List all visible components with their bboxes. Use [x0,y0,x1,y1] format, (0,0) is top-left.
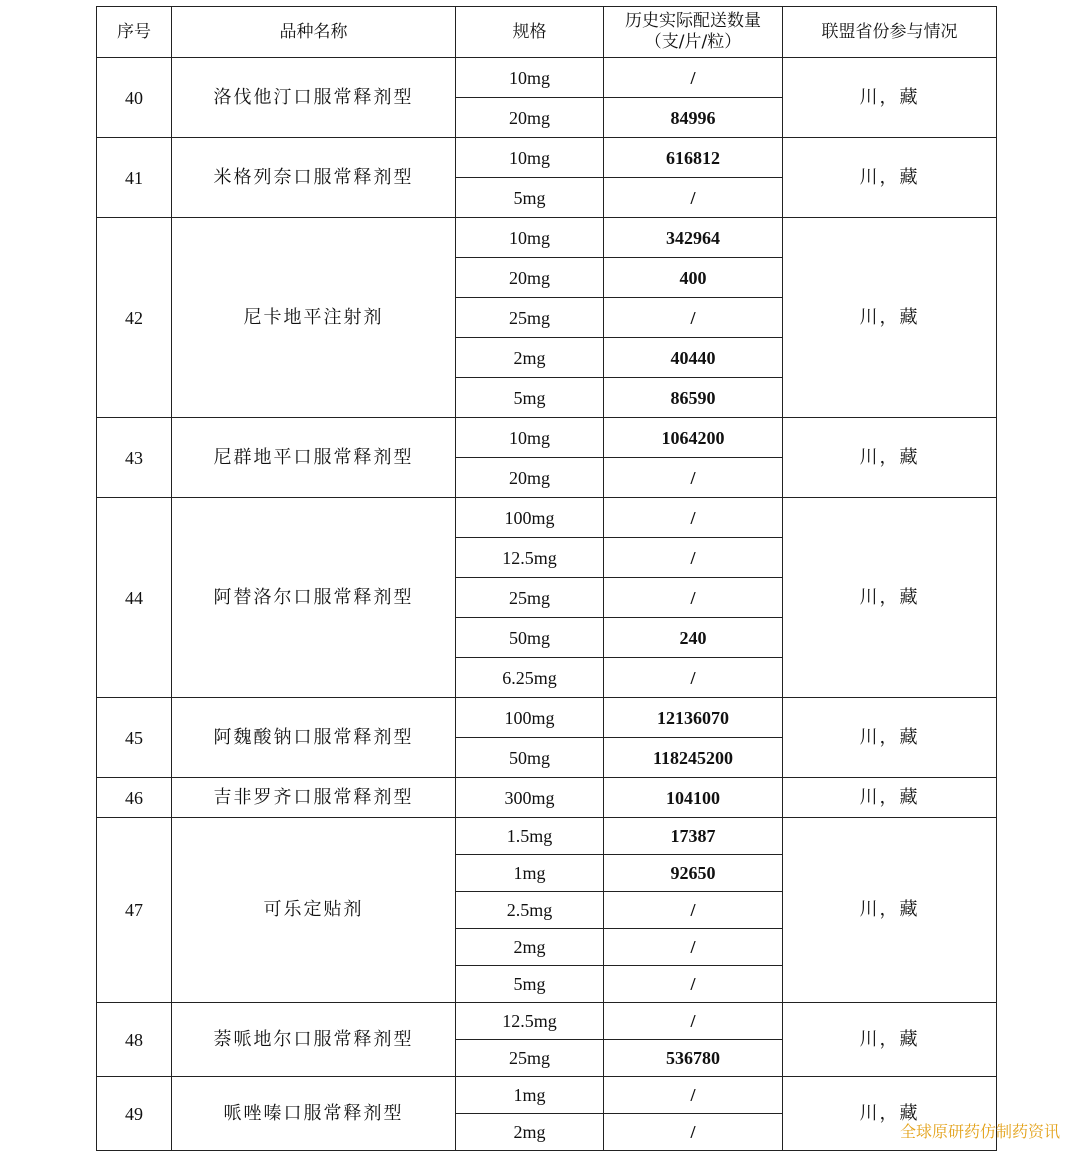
spec-cell: 10mg [456,218,604,258]
qty-cell: / [604,1114,783,1151]
qty-cell: 92650 [604,855,783,892]
spec-cell: 25mg [456,578,604,618]
row-index: 49 [97,1077,172,1151]
qty-cell: / [604,498,783,538]
spec-cell: 2.5mg [456,892,604,929]
spec-cell: 100mg [456,498,604,538]
drug-name: 洛伐他汀口服常释剂型 [172,58,456,138]
row-index: 40 [97,58,172,138]
spec-cell: 100mg [456,698,604,738]
row-index: 48 [97,1003,172,1077]
spec-cell: 20mg [456,98,604,138]
spec-cell: 10mg [456,138,604,178]
row-index: 42 [97,218,172,418]
row-index: 47 [97,818,172,1003]
table-row [97,218,997,258]
drug-name: 可乐定贴剂 [172,818,456,1003]
spec-cell: 12.5mg [456,1003,604,1040]
spec-cell: 6.25mg [456,658,604,698]
qty-cell: / [604,892,783,929]
header-provinces: 联盟省份参与情况 [783,7,997,58]
spec-cell: 25mg [456,298,604,338]
drug-name: 萘哌地尔口服常释剂型 [172,1003,456,1077]
header-spec: 规格 [456,7,604,58]
provinces-cell: 川，藏 [783,58,997,138]
qty-cell: / [604,1003,783,1040]
table-row [97,138,997,178]
header-qty-line1: 历史实际配送数量 [625,11,761,31]
spec-cell: 5mg [456,966,604,1003]
spec-cell: 10mg [456,418,604,458]
row-index: 41 [97,138,172,218]
spec-cell: 10mg [456,58,604,98]
spec-cell: 1.5mg [456,818,604,855]
qty-cell: 17387 [604,818,783,855]
provinces-cell: 川，藏 [783,778,997,818]
header-qty [604,7,783,58]
qty-cell: 400 [604,258,783,298]
spec-cell: 2mg [456,1114,604,1151]
qty-cell: / [604,58,783,98]
drug-name: 尼群地平口服常释剂型 [172,418,456,498]
qty-cell: 1064200 [604,418,783,458]
table-row [97,58,997,98]
table-row [97,818,997,855]
table-row [97,498,997,538]
row-index: 45 [97,698,172,778]
qty-cell: 86590 [604,378,783,418]
qty-cell: / [604,1077,783,1114]
qty-cell: 118245200 [604,738,783,778]
table-row [97,418,997,458]
qty-cell: / [604,298,783,338]
drug-name: 阿魏酸钠口服常释剂型 [172,698,456,778]
qty-cell: 240 [604,618,783,658]
spec-cell: 1mg [456,855,604,892]
table-body [97,58,997,1151]
table-row [97,778,997,818]
spec-cell: 300mg [456,778,604,818]
drug-name: 吉非罗齐口服常释剂型 [172,778,456,818]
qty-cell: 84996 [604,98,783,138]
spec-cell: 25mg [456,1040,604,1077]
spec-cell: 50mg [456,618,604,658]
provinces-cell: 川，藏 [783,498,997,698]
spec-cell: 5mg [456,378,604,418]
qty-cell: / [604,966,783,1003]
drug-name: 尼卡地平注射剂 [172,218,456,418]
spec-cell: 20mg [456,258,604,298]
qty-cell: 616812 [604,138,783,178]
qty-cell: / [604,929,783,966]
header-row [97,7,997,58]
spec-cell: 12.5mg [456,538,604,578]
row-index: 44 [97,498,172,698]
provinces-cell: 川，藏 [783,818,997,1003]
qty-cell: 12136070 [604,698,783,738]
spec-cell: 1mg [456,1077,604,1114]
table-row [97,1077,997,1114]
drug-name: 米格列奈口服常释剂型 [172,138,456,218]
row-index: 43 [97,418,172,498]
drug-name: 哌唑嗪口服常释剂型 [172,1077,456,1151]
header-qty-line2: （支/片/粒） [644,32,742,52]
qty-cell: / [604,658,783,698]
drug-table [96,6,997,1151]
table-row [97,698,997,738]
qty-cell: / [604,458,783,498]
provinces-cell: 川，藏 [783,218,997,418]
spec-cell: 50mg [456,738,604,778]
provinces-cell: 川，藏 [783,138,997,218]
spec-cell: 5mg [456,178,604,218]
drug-name: 阿替洛尔口服常释剂型 [172,498,456,698]
watermark: 全球原研药仿制药资讯 [899,1122,1060,1141]
provinces-cell: 川，藏 [783,698,997,778]
spec-cell: 2mg [456,929,604,966]
qty-cell: / [604,538,783,578]
qty-cell: 40440 [604,338,783,378]
row-index: 46 [97,778,172,818]
header-index: 序号 [97,7,172,58]
qty-cell: 536780 [604,1040,783,1077]
qty-cell: 342964 [604,218,783,258]
spec-cell: 20mg [456,458,604,498]
qty-cell: / [604,578,783,618]
provinces-cell: 川，藏 [783,1003,997,1077]
qty-cell: / [604,178,783,218]
qty-cell: 104100 [604,778,783,818]
spec-cell: 2mg [456,338,604,378]
provinces-cell: 川，藏 [783,418,997,498]
table-row [97,1003,997,1040]
header-name: 品种名称 [172,7,456,58]
provinces-cell: 川，藏 [783,1077,997,1151]
